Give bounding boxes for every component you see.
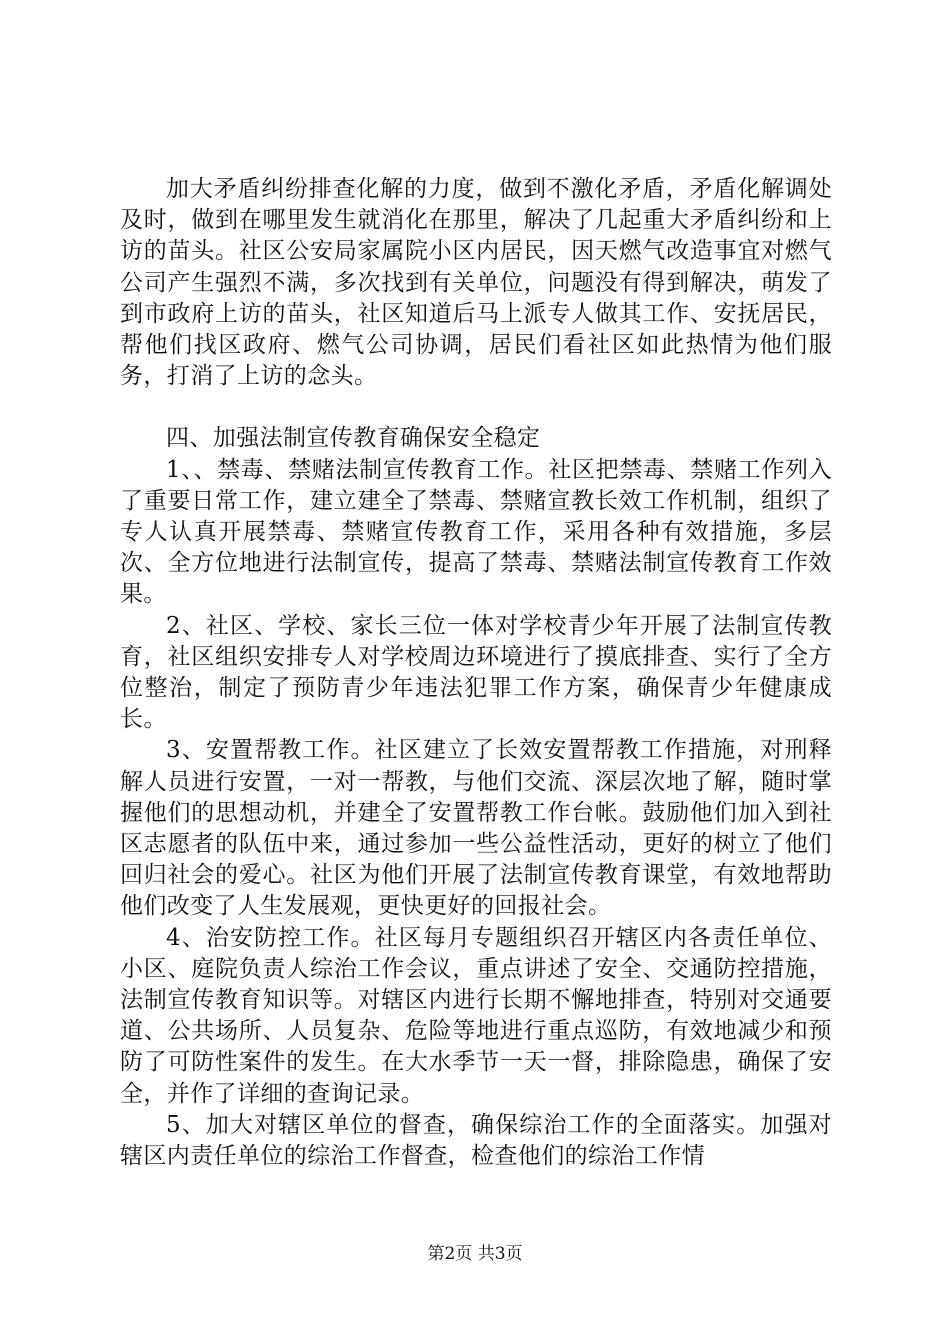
paragraph-item-5: 5、加大对辖区单位的督查，确保综治工作的全面落实。加强对辖区内责任单位的综治工作督查，检查他们的综治工作情 bbox=[120, 1111, 832, 1170]
paragraph-item-1: 1、、禁毒、禁赌法制宣传教育工作。社区把禁毒、禁赌工作列入了重要日常工作，建立建全了禁毒、禁赌宣教长效工作机制，组织了专人认真开展禁毒、禁赌宣传教育工作，采用各种有效措施，多层次、全方位地进行法制宣传，提高了禁毒、禁赌法制宣传教育工作效果。 bbox=[120, 456, 832, 608]
paragraph-dispute-resolution: 加大矛盾纠纷排查化解的力度，做到不激化矛盾，矛盾化解调处及时，做到在哪里发生就消化在那里，解决了几起重大矛盾纠纷和上访的苗头。社区公安局家属院小区内居民，因天燃气改造事宜对燃气公司产生强烈不满，多次找到有关单位，问题没有得到解决，萌发了到市政府上访的苗头，社区知道后马上派专人做其工作、安抚居民，帮他们找区政府、燃气公司协调，居民们看社区如此热情为他们服务，打消了上访的念头。 bbox=[120, 176, 832, 390]
page-number-footer: 第2页 共3页 bbox=[427, 1244, 523, 1264]
paragraph-item-2: 2、社区、学校、家长三位一体对学校青少年开展了法制宣传教育，社区组织安排专人对学校周边环境进行了摸底排查、实行了全方位整治，制定了预防青少年违法犯罪工作方案，确保青少年健康成长。 bbox=[120, 612, 832, 733]
section-heading-legal-education: 四、加强法制宣传教育确保安全稳定 bbox=[166, 425, 541, 452]
paragraph-gap bbox=[120, 392, 832, 423]
document-body bbox=[120, 174, 832, 1172]
paragraph-item-3: 3、安置帮教工作。社区建立了长效安置帮教工作措施，对刑释解人员进行安置，一对一帮教，与他们交流、深层次地了解，随时掌握他们的思想动机，并建全了安置帮教工作台帐。鼓励他们加入到社区志愿者的队伍中来，通过参加一些公益性活动，更好的树立了他们回归社会的爱心。社区为他们开展了法制宣传教育课堂，有效地帮助他们改变了人生发展观，更快更好的回报社会。 bbox=[120, 737, 832, 920]
paragraph-item-4: 4、治安防控工作。社区每月专题组织召开辖区内各责任单位、小区、庭院负责人综治工作会议，重点讲述了安全、交通防控措施，法制宣传教育知识等。对辖区内进行长期不懈地排查，特别对交通要道、公共场所、人员复杂、危险等地进行重点巡防，有效地减少和预防了可防性案件的发生。在大水季节一天一督，排除隐患，确保了安全，并作了详细的查询记录。 bbox=[120, 924, 832, 1107]
